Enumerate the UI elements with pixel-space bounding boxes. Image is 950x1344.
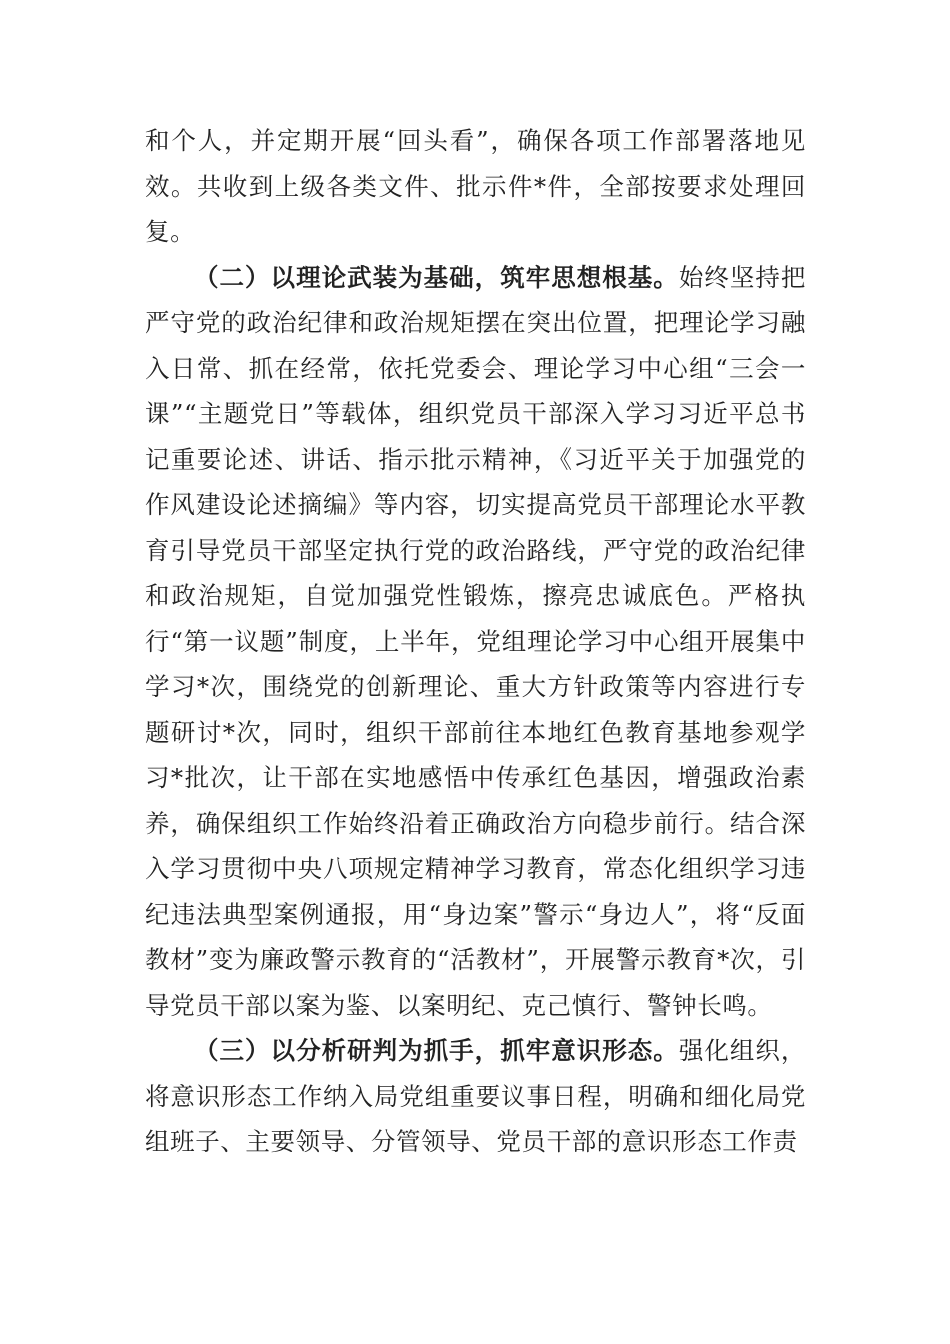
document-page	[145, 118, 806, 1165]
paragraph-section-3	[145, 1028, 806, 1165]
paragraph-body: 强化组织，将意识形态工作纳入局党组重要议事日程，明确和细化局党组班子、主要领导、分管领导、党员干部的意识形态工作责	[145, 1036, 806, 1156]
paragraph-section-2	[145, 255, 806, 1029]
paragraph-body: 始终坚持把严守党的政治纪律和政治规矩摆在突出位置，把理论学习融入日常、抓在经常，依托党委会、理论学习中心组“三会一课”“主题党日”等载体，组织党员干部深入学习习近平总书记重要论述、讲话、指示批示精神，《习近平关于加强党的作风建设论述摘编》等内容，切实提高党员干部理论水平教育引导党员干部坚定执行党的政治路线，严守党的政治纪律和政治规矩，自觉加强党性锻炼，擦亮忠诚底色。严格执行“第一议题”制度，上半年，党组理论学习中心组开展集中学习*次，围绕党的创新理论、重大方针政策等内容进行专题研讨*次，同时，组织干部前往本地红色教育基地参观学习*批次，让干部在实地感悟中传承红色基因，增强政治素养，确保组织工作始终沿着正确政治方向稳步前行。结合深入学习贯彻中央八项规定精神学习教育，常态化组织学习违纪违法典型案例通报，用“身边案”警示“身边人”，将“反面教材”变为廉政警示教育的“活教材”，开展警示教育*次，引导党员干部以案为鉴、以案明纪、克己慎行、警钟长鸣。	[145, 262, 806, 1020]
paragraph-body: 和个人，并定期开展“回头看”，确保各项工作部署落地见效。共收到上级各类文件、批示件*件，全部按要求处理回复。	[145, 126, 806, 246]
paragraph-continuation	[145, 118, 806, 255]
section-heading: （三）以分析研判为抓手，抓牢意识形态。	[194, 1036, 679, 1065]
section-heading: （二）以理论武装为基础，筑牢思想根基。	[194, 262, 679, 292]
